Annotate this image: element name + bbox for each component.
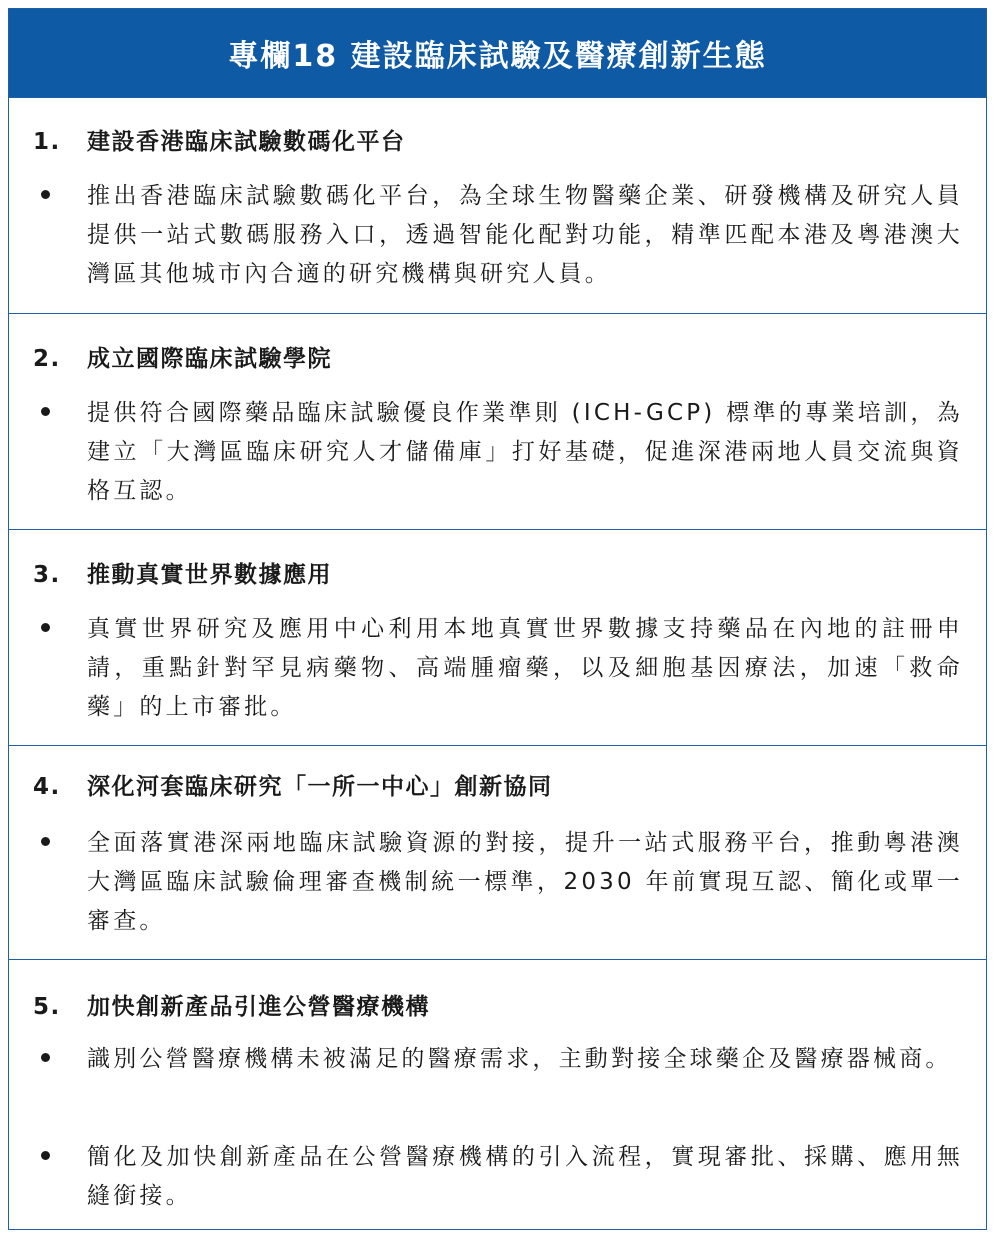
section-5 [9,959,986,1229]
bullet-dot-icon [41,190,50,199]
feature-title-banner [9,9,986,98]
bullet-text: 全面落實港深兩地臨床試驗資源的對接，提升一站式服務平台，推動粵港澳大灣區臨床試驗倫理審查機制統一標準，2030 年前實現互認、簡化或單一審查。 [87,830,963,934]
bullet-dot-icon [41,837,50,846]
section-title: 推動真實世界數據應用 [87,562,332,588]
bullet-item [33,394,963,511]
bullet-dot-icon [41,1053,50,1062]
section-heading [33,768,553,801]
bullet-item [33,177,963,294]
section-2 [9,313,986,529]
feature-box [8,8,987,1230]
bullet-dot-icon [41,623,50,632]
section-4 [9,745,986,959]
section-number: 4. [33,774,61,800]
section-number: 3. [33,562,61,588]
bullet-item [33,1138,963,1216]
section-heading [33,340,332,373]
bullet-text: 真實世界研究及應用中心利用本地真實世界數據支持藥品在內地的註冊申請，重點針對罕見病藥物、高端腫瘤藥，以及細胞基因療法，加速「救命藥」的上市審批。 [87,616,963,720]
bullet-text: 推出香港臨床試驗數碼化平台，為全球生物醫藥企業、研發機構及研究人員提供一站式數碼服務入口，透過智能化配對功能，精準匹配本港及粵港澳大灣區其他城市內合適的研究機構與研究人員。 [87,183,963,287]
bullet-item [33,1040,963,1079]
section-1 [9,97,986,313]
section-heading [33,988,430,1021]
section-number: 5. [33,994,61,1020]
section-heading [33,556,332,589]
section-title: 加快創新產品引進公營醫療機構 [87,994,430,1020]
bullet-text: 簡化及加快創新產品在公營醫療機構的引入流程，實現審批、採購、應用無縫銜接。 [87,1144,963,1209]
feature-title: 專欄18 建設臨床試驗及醫療創新生態 [228,39,767,74]
bullet-text: 提供符合國際藥品臨床試驗優良作業準則 (ICH-GCP) 標準的專業培訓，為建立「大灣區臨床研究人才儲備庫」打好基礎，促進深港兩地人員交流與資格互認。 [87,400,963,504]
section-title: 建設香港臨床試驗數碼化平台 [87,129,406,155]
section-heading [33,123,406,156]
section-3 [9,529,986,745]
section-title: 深化河套臨床研究「一所一中心」創新協同 [87,774,553,800]
bullet-item [33,610,963,727]
bullet-item [33,824,963,941]
bullet-dot-icon [41,407,50,416]
bullet-dot-icon [41,1151,50,1160]
section-number: 2. [33,346,61,372]
section-number: 1. [33,129,61,155]
section-title: 成立國際臨床試驗學院 [87,346,332,372]
bullet-text: 識別公營醫療機構未被滿足的醫療需求，主動對接全球藥企及醫療器械商。 [87,1046,952,1072]
